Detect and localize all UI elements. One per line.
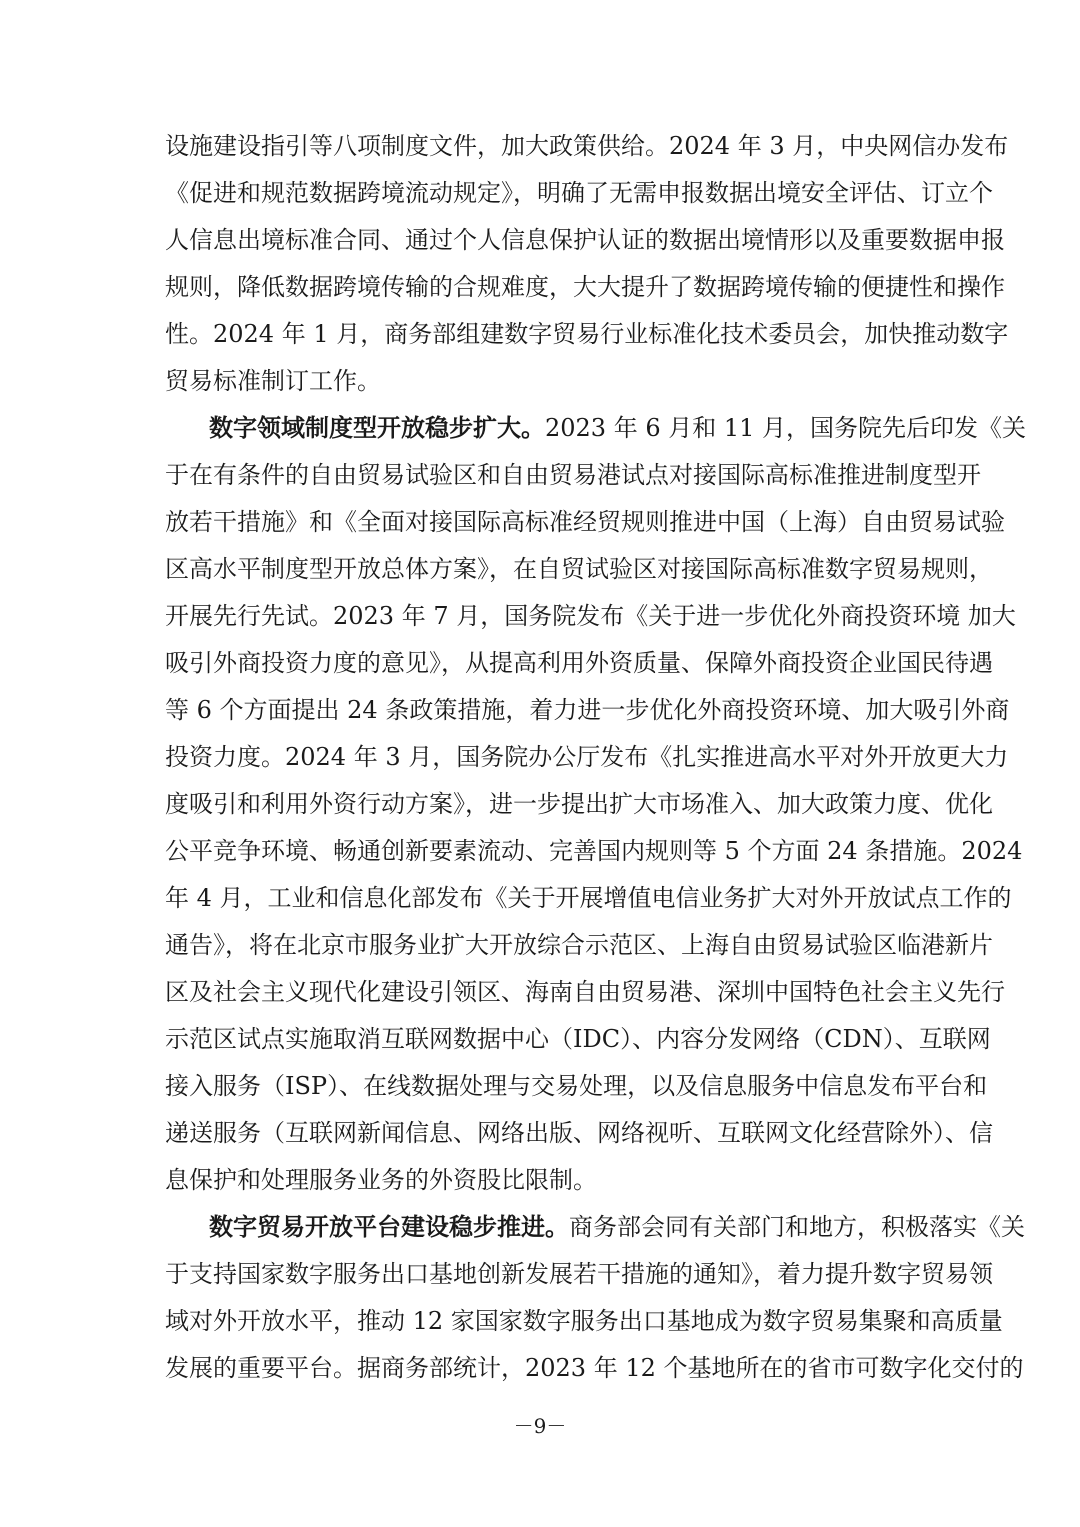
document-body [165,128,1027,1397]
text-line [165,692,1010,739]
page-number: －9－ [513,1414,567,1438]
text-line [165,1350,1024,1397]
text-line [165,269,1005,316]
line-text: 贸易标准制订工作。 [165,367,381,395]
line-text: 规则，降低数据跨境传输的合规难度，大大提升了数据跨境传输的便捷性和操作 [165,273,1005,301]
line-text: 递送服务（互联网新闻信息、网络出版、网络视听、互联网文化经营除外）、信 [165,1119,993,1147]
line-text: 息保护和处理服务业务的外资股比限制。 [165,1166,597,1194]
text-line [165,175,993,222]
text-line [165,504,1005,551]
line-text: 通告》，将在北京市服务业扩大开放综合示范区、上海自由贸易试验区临港新片 [165,931,993,959]
line-text: 于在有条件的自由贸易试验区和自由贸易港试点对接国际高标准推进制度型开 [165,461,981,489]
line-text: 人信息出境标准合同、通过个人信息保护认证的数据出境情形以及重要数据申报 [165,226,1005,254]
text-line [165,927,993,974]
line-text: 性。2024 年 1 月，商务部组建数字贸易行业标准化技术委员会，加快推动数字 [165,320,1009,348]
text-line [165,645,993,692]
text-line [165,786,993,833]
text-line [165,316,1009,363]
text-line [165,598,1016,645]
paragraph-heading: 数字贸易开放平台建设稳步推进。 [209,1212,569,1241]
text-line [165,1256,993,1303]
text-line [165,457,981,504]
text-line [165,363,915,410]
text-line [165,974,1005,1021]
paragraph [165,410,1027,1209]
line-text: 商务部会同有关部门和地方，积极落实《关 [569,1213,1025,1241]
paragraph [165,128,1009,410]
text-line [165,1162,915,1209]
line-text: 设施建设指引等八项制度文件，加大政策供给。2024 年 3 月，中央网信办发布 [165,132,1009,160]
line-text: 度吸引和利用外资行动方案》，进一步提出扩大市场准入、加大政策力度、优化 [165,790,993,818]
line-text: 区高水平制度型开放总体方案》，在自贸试验区对接国际高标准数字贸易规则， [165,555,993,583]
paragraph [165,1209,1025,1397]
line-text: 开展先行先试。2023 年 7 月，国务院发布《关于进一步优化外商投资环境 加大 [165,602,1016,630]
line-text: 示范区试点实施取消互联网数据中心（IDC）、内容分发网络（CDN）、互联网 [165,1025,991,1053]
line-text: 区及社会主义现代化建设引领区、海南自由贸易港、深圳中国特色社会主义先行 [165,978,1005,1006]
line-text: 于支持国家数字服务出口基地创新发展若干措施的通知》，着力提升数字贸易领 [165,1260,993,1288]
paragraph-heading: 数字领域制度型开放稳步扩大。 [209,413,545,442]
text-line [165,833,1023,880]
line-text: 《促进和规范数据跨境流动规定》，明确了无需申报数据出境安全评估、订立个 [165,179,993,207]
line-text: 发展的重要平台。据商务部统计，2023 年 12 个基地所在的省市可数字化交付的 [165,1354,1024,1382]
text-line [165,1068,988,1115]
text-line [165,1303,1003,1350]
text-line [165,410,1027,457]
line-text: 接入服务（ISP）、在线数据处理与交易处理，以及信息服务中信息发布平台和 [165,1072,988,1100]
text-line [165,222,1005,269]
line-text: 2023 年 6 月和 11 月，国务院先后印发《关 [545,414,1027,442]
line-text: 放若干措施》和《全面对接国际高标准经贸规则推进中国（上海）自由贸易试验 [165,508,1005,536]
line-text: 投资力度。2024 年 3 月，国务院办公厅发布《扎实推进高水平对外开放更大力 [165,743,1009,771]
text-line [165,1115,993,1162]
text-line [165,880,1012,927]
text-line [165,551,993,598]
line-text: 等 6 个方面提出 24 条政策措施，着力进一步优化外商投资环境、加大吸引外商 [165,696,1010,724]
text-line [165,128,1009,175]
line-text: 年 4 月，工业和信息化部发布《关于开展增值电信业务扩大对外开放试点工作的 [165,884,1012,912]
text-line [165,1021,991,1068]
text-line [165,739,1009,786]
line-text: 吸引外商投资力度的意见》，从提高利用外资质量、保障外商投资企业国民待遇 [165,649,993,677]
line-text: 域对外开放水平，推动 12 家国家数字服务出口基地成为数字贸易集聚和高质量 [165,1307,1003,1335]
line-text: 公平竞争环境、畅通创新要素流动、完善国内规则等 5 个方面 24 条措施。2024 [165,837,1023,865]
text-line [165,1209,1025,1256]
